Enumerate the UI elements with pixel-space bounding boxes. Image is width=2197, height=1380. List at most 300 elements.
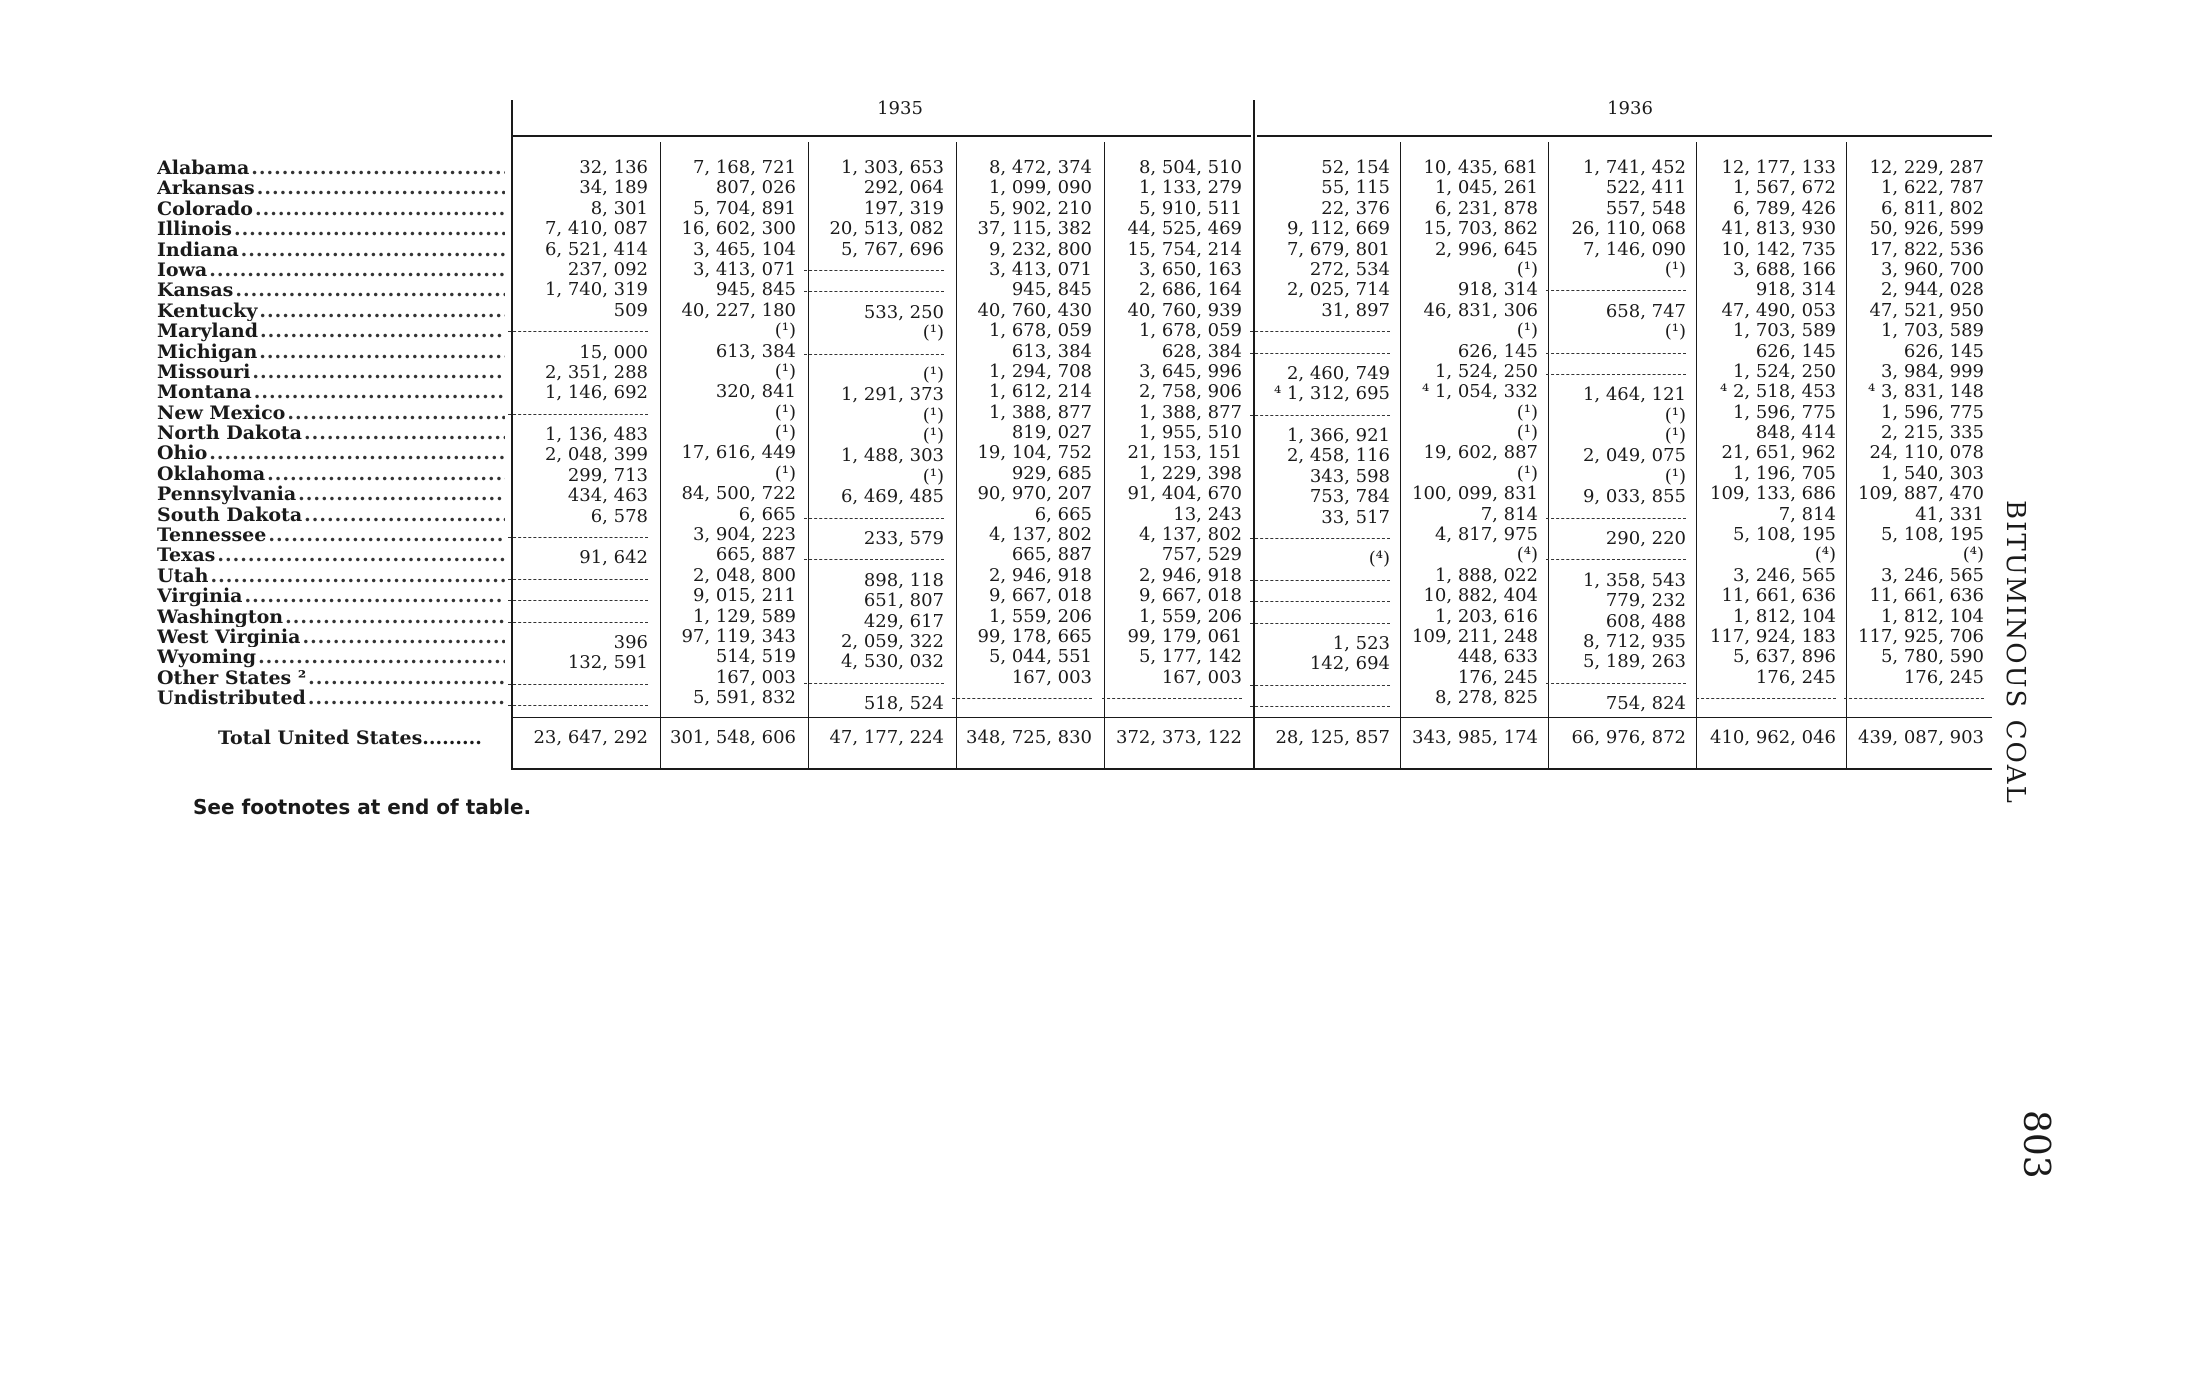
dot-leader [209, 260, 505, 280]
table-cell: 12, 177, 133 [1721, 157, 1836, 178]
table-cell: 3, 465, 104 [692, 238, 796, 260]
table-cell: 10, 142, 735 [1721, 238, 1836, 260]
state-name: Washington [157, 606, 284, 627]
table-cell: 34, 189 [579, 177, 648, 199]
empty-cell [804, 281, 944, 292]
state-row [157, 464, 505, 484]
empty-cell [1250, 405, 1390, 416]
empty-cell [1546, 364, 1686, 375]
table-cell: 3, 413, 071 [692, 258, 796, 280]
table-cell: 6, 521, 414 [544, 238, 648, 260]
dot-leader [302, 627, 505, 647]
table-cell: 46, 831, 306 [1423, 299, 1538, 321]
table-cell: 22, 376 [1321, 197, 1390, 219]
table-cell: 320, 841 [715, 381, 796, 403]
state-row [157, 219, 505, 239]
table-cell: 1, 812, 104 [1732, 605, 1836, 627]
table-cell: 20, 513, 082 [829, 218, 944, 240]
dot-leader [304, 505, 505, 525]
table-cell: 1, 741, 452 [1582, 157, 1686, 178]
empty-cell [508, 404, 648, 415]
table-cell: 6, 231, 878 [1434, 197, 1538, 219]
table-cell: 665, 887 [715, 544, 796, 566]
state-row [157, 199, 505, 219]
running-title: BITUMINOUS COAL [2000, 500, 2030, 805]
total-cell: 47, 177, 224 [829, 727, 944, 748]
empty-cell [1102, 688, 1242, 699]
total-label: Total United States......... [218, 727, 482, 749]
dot-leader [257, 178, 505, 198]
table-cell: 1, 303, 653 [840, 157, 944, 178]
table-cell: 819, 027 [1011, 422, 1092, 444]
table-cell: 8, 278, 825 [1434, 687, 1538, 709]
table-cell: 176, 245 [1457, 666, 1538, 688]
table-cell: 6, 469, 485 [840, 486, 944, 508]
table-cell: 31, 897 [1321, 299, 1390, 321]
table-cell: 1, 559, 206 [988, 605, 1092, 627]
table-cell: 7, 679, 801 [1286, 238, 1390, 260]
table-cell: 299, 713 [567, 464, 648, 486]
table-cell: 2, 996, 645 [1434, 238, 1538, 260]
dot-leader [258, 647, 505, 667]
state-name: Wyoming [157, 647, 257, 668]
table-cell: 929, 685 [1011, 462, 1092, 484]
table-cell: 626, 145 [1755, 340, 1836, 362]
table-cell: 2, 059, 322 [840, 630, 944, 652]
state-row [157, 382, 505, 402]
state-row [157, 647, 505, 667]
dot-leader [287, 403, 505, 423]
data-column [1844, 158, 1984, 710]
empty-cell [1696, 688, 1836, 699]
dot-leader [235, 280, 505, 300]
table-cell: 9, 033, 855 [1582, 486, 1686, 508]
table-cell: 1, 146, 692 [544, 382, 648, 404]
table-cell: 1, 612, 214 [988, 381, 1092, 403]
table-cell: 807, 026 [715, 177, 796, 199]
table-cell: ⁴ 2, 518, 453 [1720, 381, 1836, 403]
table-cell: 10, 435, 681 [1423, 157, 1538, 178]
empty-cell [1546, 549, 1686, 560]
state-name: Illinois [157, 219, 232, 240]
table-cell: 7, 410, 087 [544, 218, 648, 240]
table-cell: 1, 136, 483 [544, 424, 648, 446]
table-cell: 533, 250 [863, 301, 944, 323]
dot-leader [259, 342, 505, 362]
total-cell: 372, 373, 122 [1116, 727, 1242, 748]
table-cell: 1, 524, 250 [1434, 360, 1538, 382]
empty-cell [1546, 673, 1686, 684]
table-cell: 15, 703, 862 [1423, 218, 1538, 240]
table-cell: 12, 229, 287 [1869, 157, 1984, 178]
table-cell: (¹) [922, 363, 944, 385]
table-cell: 429, 617 [863, 610, 944, 632]
table-cell: 757, 529 [1161, 544, 1242, 566]
table-cell: 4, 530, 032 [840, 651, 944, 673]
table-cell: ⁴ 1, 312, 695 [1274, 383, 1390, 405]
dot-leader [255, 199, 505, 219]
table-cell: 3, 650, 163 [1138, 258, 1242, 280]
table-cell: 132, 591 [567, 652, 648, 674]
table-cell: 2, 049, 075 [1582, 445, 1686, 467]
table-cell: 6, 578 [590, 505, 648, 527]
table-cell: 5, 902, 210 [988, 197, 1092, 219]
table-cell: 19, 602, 887 [1423, 442, 1538, 464]
total-cell: 410, 962, 046 [1710, 727, 1836, 748]
state-name: Other States ² [157, 667, 307, 689]
dot-leader [268, 525, 505, 545]
total-cell: 23, 647, 292 [533, 727, 648, 748]
table-cell: 1, 955, 510 [1138, 422, 1242, 444]
table-cell: 32, 136 [579, 157, 648, 178]
state-name: Montana [157, 382, 252, 403]
table-cell: (¹) [1664, 258, 1686, 280]
table-cell: 9, 015, 211 [692, 585, 796, 607]
state-row [157, 362, 505, 382]
table-cell: (¹) [774, 401, 796, 423]
table-cell: 5, 044, 551 [988, 646, 1092, 668]
table-cell: 3, 246, 565 [1880, 564, 1984, 586]
dot-leader [285, 607, 505, 627]
table-cell: 1, 567, 672 [1732, 177, 1836, 199]
table-cell: 518, 524 [863, 693, 944, 715]
table-cell: 6, 665 [1034, 503, 1092, 525]
total-cell: 66, 976, 872 [1571, 727, 1686, 748]
table-cell: 16, 602, 300 [681, 218, 796, 240]
state-name: Indiana [157, 239, 239, 260]
table-cell: 5, 704, 891 [692, 197, 796, 219]
table-cell: 1, 596, 775 [1732, 401, 1836, 423]
table-cell: 33, 517 [1321, 506, 1390, 528]
table-cell: (¹) [922, 465, 944, 487]
table-cell: 6, 811, 802 [1880, 197, 1984, 219]
table-cell: 665, 887 [1011, 544, 1092, 566]
table-cell: 26, 110, 068 [1571, 218, 1686, 240]
table-cell: 2, 946, 918 [1138, 564, 1242, 586]
state-name: Colorado [157, 198, 253, 220]
table-cell: 6, 789, 426 [1732, 197, 1836, 219]
empty-cell [1250, 675, 1390, 686]
table-cell: 19, 104, 752 [977, 442, 1092, 464]
state-row [157, 566, 505, 586]
table-cell: 2, 215, 335 [1880, 422, 1984, 444]
table-cell: (¹) [922, 322, 944, 344]
table-cell: 91, 404, 670 [1127, 483, 1242, 505]
table-cell: 1, 388, 877 [988, 401, 1092, 423]
dot-leader [260, 321, 505, 341]
table-cell: 17, 822, 536 [1869, 238, 1984, 260]
table-cell: 7, 168, 721 [692, 157, 796, 178]
table-cell: 167, 003 [1161, 666, 1242, 688]
empty-cell [1546, 508, 1686, 519]
table-cell: 6, 665 [738, 503, 796, 525]
page-number: 803 [2015, 1110, 2056, 1179]
table-cell: 9, 112, 669 [1286, 218, 1390, 240]
state-name: North Dakota [157, 423, 302, 444]
empty-cell [1250, 613, 1390, 624]
total-cell: 343, 985, 174 [1412, 727, 1538, 748]
table-cell: (¹) [1516, 320, 1538, 342]
table-cell: 8, 712, 935 [1582, 630, 1686, 652]
table-cell: 4, 817, 975 [1434, 524, 1538, 546]
dot-leader [254, 382, 505, 402]
table-cell: 99, 178, 665 [977, 625, 1092, 647]
state-row [157, 607, 505, 627]
empty-cell [804, 508, 944, 519]
empty-cell [508, 695, 648, 706]
dot-leader [234, 219, 505, 239]
state-name: Oklahoma [157, 463, 266, 485]
table-cell: 1, 740, 319 [544, 279, 648, 301]
table-cell: (¹) [1516, 258, 1538, 280]
dot-leader [252, 362, 505, 382]
empty-cell [804, 549, 944, 560]
table-cell: 292, 064 [863, 177, 944, 199]
table-cell: 50, 926, 599 [1869, 218, 1984, 240]
empty-cell [1250, 343, 1390, 354]
state-row [157, 178, 505, 198]
table-cell: 4, 137, 802 [988, 524, 1092, 546]
header-rule-1936 [1257, 135, 1992, 137]
table-cell: ⁴ 1, 054, 332 [1422, 381, 1538, 403]
table-cell: (⁴) [1814, 544, 1836, 566]
state-column [157, 158, 505, 709]
table-cell: 7, 146, 090 [1582, 238, 1686, 260]
table-cell: 1, 291, 373 [840, 384, 944, 406]
table-cell: 197, 319 [863, 197, 944, 219]
data-column [1398, 158, 1538, 709]
table-cell: 557, 548 [1605, 197, 1686, 219]
table-cell: 40, 760, 939 [1127, 299, 1242, 321]
state-row [157, 260, 505, 280]
table-cell: 396 [613, 631, 648, 653]
table-cell: 754, 824 [1605, 693, 1686, 715]
state-name: Michigan [157, 341, 258, 362]
table-cell: 1, 203, 616 [1434, 605, 1538, 627]
dot-leader [259, 301, 505, 321]
empty-cell [1546, 280, 1686, 291]
table-cell: 945, 845 [1011, 279, 1092, 301]
header-rule-1935 [513, 135, 1251, 137]
state-name: Kansas [157, 280, 234, 301]
footnote-text: See footnotes at end of table. [193, 795, 532, 819]
table-cell: 11, 661, 636 [1869, 585, 1984, 607]
table-cell: 1, 366, 921 [1286, 425, 1390, 447]
state-name: Texas [157, 545, 216, 566]
table-cell: (¹) [774, 320, 796, 342]
table-cell: 15, 754, 214 [1127, 238, 1242, 260]
state-row [157, 484, 505, 504]
table-cell: 3, 984, 999 [1880, 360, 1984, 382]
table-cell: 613, 384 [1011, 340, 1092, 362]
table-cell: 5, 189, 263 [1582, 651, 1686, 673]
state-row [157, 586, 505, 606]
table-cell: 9, 667, 018 [988, 585, 1092, 607]
table-cell: 109, 211, 248 [1412, 625, 1538, 647]
dot-leader [298, 484, 505, 504]
table-cell: (⁴) [1962, 544, 1984, 566]
table-cell: 17, 616, 449 [681, 442, 796, 464]
table-cell: 5, 108, 195 [1880, 524, 1984, 546]
empty-cell [1250, 570, 1390, 581]
table-cell: 514, 519 [715, 646, 796, 668]
dot-leader [217, 545, 505, 565]
table-cell: 1, 488, 303 [840, 445, 944, 467]
table-cell: 2, 946, 918 [988, 564, 1092, 586]
table-cell: 142, 694 [1309, 653, 1390, 675]
table-cell: (¹) [1516, 422, 1538, 444]
table-cell: 343, 598 [1309, 465, 1390, 487]
table-cell: 2, 458, 116 [1286, 445, 1390, 467]
table-cell: 1, 622, 787 [1880, 177, 1984, 199]
state-row [157, 505, 505, 525]
table-cell: 1, 703, 589 [1732, 320, 1836, 342]
state-row [157, 688, 505, 708]
table-cell: (¹) [922, 425, 944, 447]
table-cell: (¹) [1516, 462, 1538, 484]
dot-leader [241, 240, 505, 260]
table-cell: 1, 703, 589 [1880, 320, 1984, 342]
table-cell: 5, 780, 590 [1880, 646, 1984, 668]
table-cell: 3, 688, 166 [1732, 258, 1836, 280]
table-cell: 84, 500, 722 [681, 483, 796, 505]
state-name: Virginia [157, 586, 243, 607]
total-cell: 439, 087, 903 [1858, 727, 1984, 748]
year-header-1935: 1935 [877, 98, 923, 119]
table-cell: 509 [613, 299, 648, 321]
table-cell: 628, 384 [1161, 340, 1242, 362]
table-cell: 5, 108, 195 [1732, 524, 1836, 546]
table-cell: 8, 472, 374 [988, 157, 1092, 178]
table-cell: (¹) [1664, 425, 1686, 447]
table-cell: 1, 678, 059 [988, 320, 1092, 342]
table-cell: 626, 145 [1903, 340, 1984, 362]
state-name: Ohio [157, 443, 208, 464]
empty-cell [508, 674, 648, 685]
table-cell: 1, 888, 022 [1434, 564, 1538, 586]
dot-leader [210, 566, 505, 586]
table-cell: 15, 000 [579, 341, 648, 363]
table-cell: 100, 099, 831 [1412, 483, 1538, 505]
data-column [1250, 158, 1390, 718]
empty-cell [804, 344, 944, 355]
state-row [157, 240, 505, 260]
table-cell: 37, 115, 382 [977, 218, 1092, 240]
table-cell: 109, 887, 470 [1858, 483, 1984, 505]
state-name: New Mexico [157, 402, 286, 424]
empty-cell [804, 673, 944, 684]
table-cell: 1, 523 [1332, 632, 1390, 654]
table-cell: 2, 048, 800 [692, 564, 796, 586]
table-cell: 522, 411 [1605, 177, 1686, 199]
table-cell: 5, 767, 696 [840, 238, 944, 260]
state-name: Pennsylvania [157, 484, 297, 505]
state-name: Undistributed [157, 688, 306, 709]
dot-leader [244, 586, 505, 606]
table-cell: 55, 115 [1321, 177, 1390, 199]
state-name: Alabama [157, 158, 250, 179]
table-cell: 2, 048, 399 [544, 444, 648, 466]
table-cell: 1, 812, 104 [1880, 605, 1984, 627]
table-cell: 40, 227, 180 [681, 299, 796, 321]
dot-leader [267, 464, 505, 484]
total-cell: 348, 725, 830 [966, 727, 1092, 748]
table-cell: ⁴ 3, 831, 148 [1868, 381, 1984, 403]
empty-cell [1844, 688, 1984, 699]
table-cell: 1, 099, 090 [988, 177, 1092, 199]
table-cell: 5, 910, 511 [1138, 197, 1242, 219]
state-name: Missouri [157, 361, 251, 383]
table-cell: 4, 137, 802 [1138, 524, 1242, 546]
data-column [804, 158, 944, 715]
table-cell: 10, 882, 404 [1423, 585, 1538, 607]
table-cell: (¹) [774, 462, 796, 484]
table-cell: 9, 667, 018 [1138, 585, 1242, 607]
dot-leader [308, 688, 505, 708]
table-cell: 651, 807 [863, 590, 944, 612]
table-cell: 9, 232, 800 [988, 238, 1092, 260]
table-cell: 1, 196, 705 [1732, 462, 1836, 484]
table-cell: 167, 003 [1011, 666, 1092, 688]
empty-cell [1250, 696, 1390, 707]
empty-cell [1250, 591, 1390, 602]
table-cell: 1, 229, 398 [1138, 462, 1242, 484]
state-name: Iowa [157, 259, 208, 281]
table-cell: 5, 637, 896 [1732, 646, 1836, 668]
empty-cell [508, 612, 648, 623]
table-cell: 24, 110, 078 [1869, 442, 1984, 464]
table-cell: 2, 758, 906 [1138, 381, 1242, 403]
table-cell: 167, 003 [715, 666, 796, 688]
table-cell: 13, 243 [1173, 503, 1242, 525]
table-cell: 8, 504, 510 [1138, 157, 1242, 178]
table-cell: (¹) [1664, 321, 1686, 343]
table-cell: 97, 119, 343 [681, 625, 796, 647]
table-cell: 2, 944, 028 [1880, 279, 1984, 301]
state-row [157, 321, 505, 341]
table-cell: 109, 133, 686 [1710, 483, 1836, 505]
state-row [157, 158, 505, 178]
empty-cell [508, 569, 648, 580]
table-cell: 11, 661, 636 [1721, 585, 1836, 607]
state-row [157, 280, 505, 300]
table-cell: 3, 413, 071 [988, 258, 1092, 280]
table-cell: (¹) [1516, 401, 1538, 423]
table-cell: 434, 463 [567, 485, 648, 507]
table-cell: (¹) [1664, 404, 1686, 426]
table-cell: 233, 579 [863, 528, 944, 550]
table-cell: 3, 246, 565 [1732, 564, 1836, 586]
table-cell: 626, 145 [1457, 340, 1538, 362]
table-cell: 117, 924, 183 [1710, 625, 1836, 647]
table-cell: (¹) [774, 360, 796, 382]
table-cell: 3, 645, 996 [1138, 360, 1242, 382]
total-cell: 301, 548, 606 [670, 727, 796, 748]
dot-leader [304, 423, 505, 443]
state-name: Kentucky [157, 300, 258, 322]
table-cell: 1, 133, 279 [1138, 177, 1242, 199]
table-cell: (¹) [774, 422, 796, 444]
table-cell: 40, 760, 430 [977, 299, 1092, 321]
empty-cell [1250, 528, 1390, 539]
state-row [157, 342, 505, 362]
table-cell: 99, 179, 061 [1127, 625, 1242, 647]
table-cell: 176, 245 [1755, 666, 1836, 688]
table-cell: (⁴) [1368, 548, 1390, 570]
table-cell: 21, 153, 151 [1127, 442, 1242, 464]
state-row [157, 301, 505, 321]
empty-cell [508, 321, 648, 332]
